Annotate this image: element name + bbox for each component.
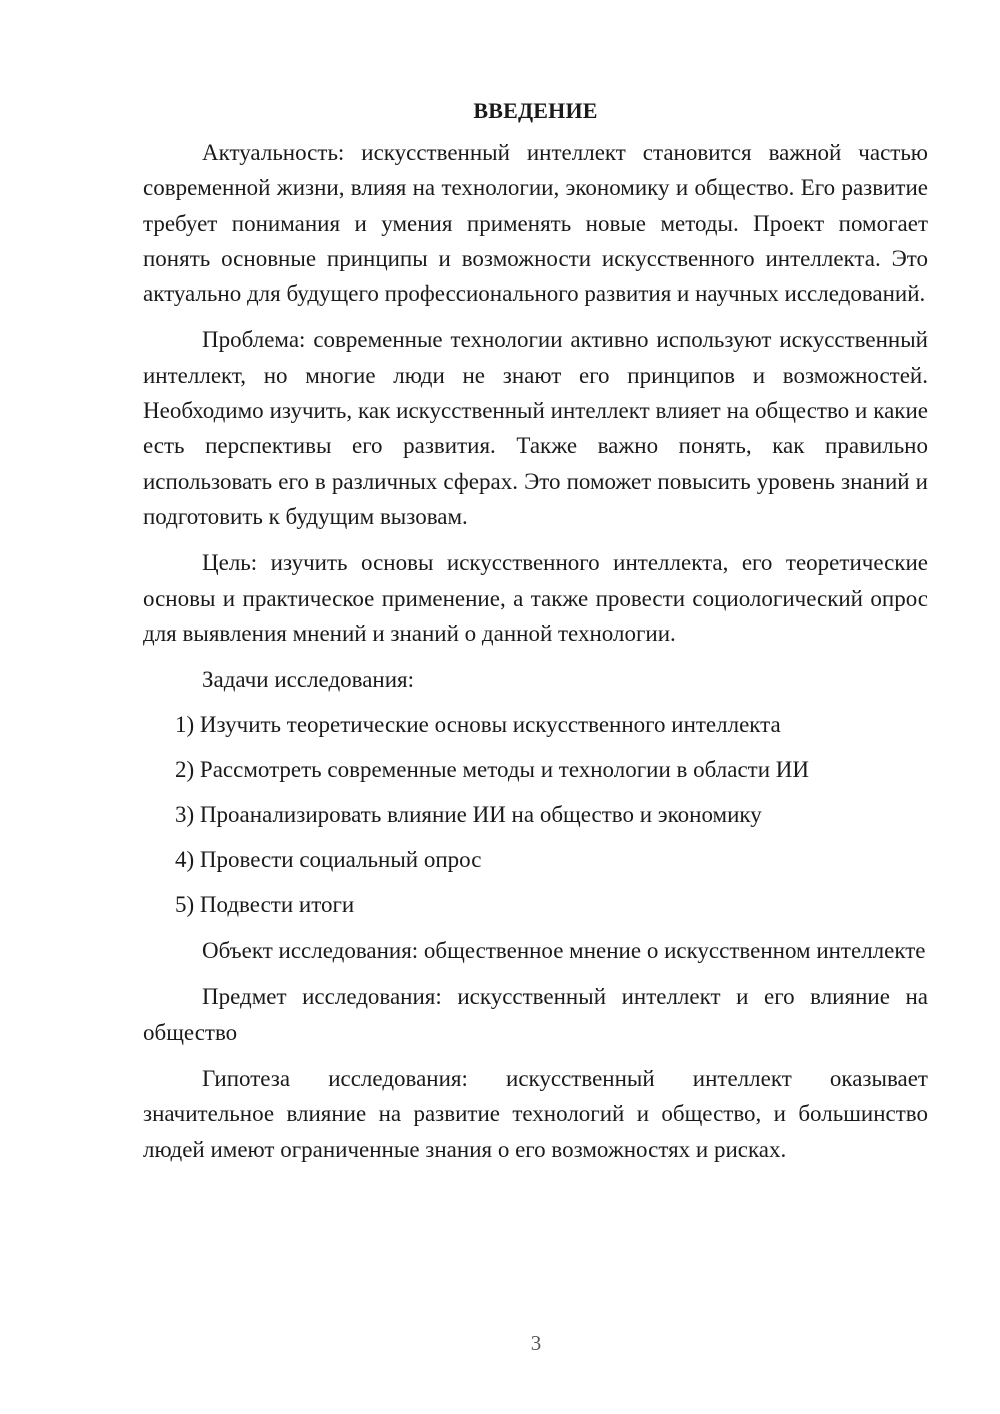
task-item-5: 5) Подвести итоги — [175, 892, 355, 918]
tasks-heading: Задачи исследования: — [202, 667, 415, 693]
hypothesis-paragraph: Гипотеза исследования: искусственный интеллект оказывает значительное влияние на развитие технологий и общество, и большинство людей имеют ограниченные знания о его возможностях и рисках. — [143, 1066, 928, 1162]
object-paragraph: Объект исследования: общественное мнение о искусственном интеллекте — [202, 938, 926, 964]
goal-paragraph: Цель: изучить основы искусственного интеллекта, его теоретические основы и практическое применение, а также провести социологический опрос для выявления мнений и знаний о данной технологии. — [143, 550, 928, 646]
task-item-3: 3) Проанализировать влияние ИИ на общество и экономику — [175, 802, 762, 828]
task-item-1: 1) Изучить теоретические основы искусственного интеллекта — [175, 712, 781, 738]
problem-paragraph: Проблема: современные технологии активно используют искусственный интеллект, но многие люди не знают его принципов и возможностей. Необходимо изучить, как искусственный интеллект влияет на общество и какие есть перспективы его развития. Также важно понять, как правильно использовать его в различных сферах. Это поможет повысить уровень знаний и подготовить к будущим вызовам. — [143, 327, 928, 529]
subject-paragraph: Предмет исследования: искусственный интеллект и его влияние на общество — [143, 984, 928, 1045]
section-title: ВВЕДЕНИЕ — [473, 98, 598, 123]
page-number: 3 — [530, 1331, 542, 1355]
task-item-4: 4) Провести социальный опрос — [175, 847, 482, 873]
task-list — [143, 707, 928, 922]
page-content — [143, 94, 928, 1178]
relevance-paragraph: Актуальность: искусственный интеллект становится важной частью современной жизни, влияя на технологии, экономику и общество. Его развитие требует понимания и умения применять новые методы. Проект помогает понять основные принципы и возможности искусственного интеллекта. Это актуально для будущего профессионального развития и научных исследований. — [143, 140, 928, 307]
task-item-2: 2) Рассмотреть современные методы и технологии в области ИИ — [175, 757, 809, 783]
